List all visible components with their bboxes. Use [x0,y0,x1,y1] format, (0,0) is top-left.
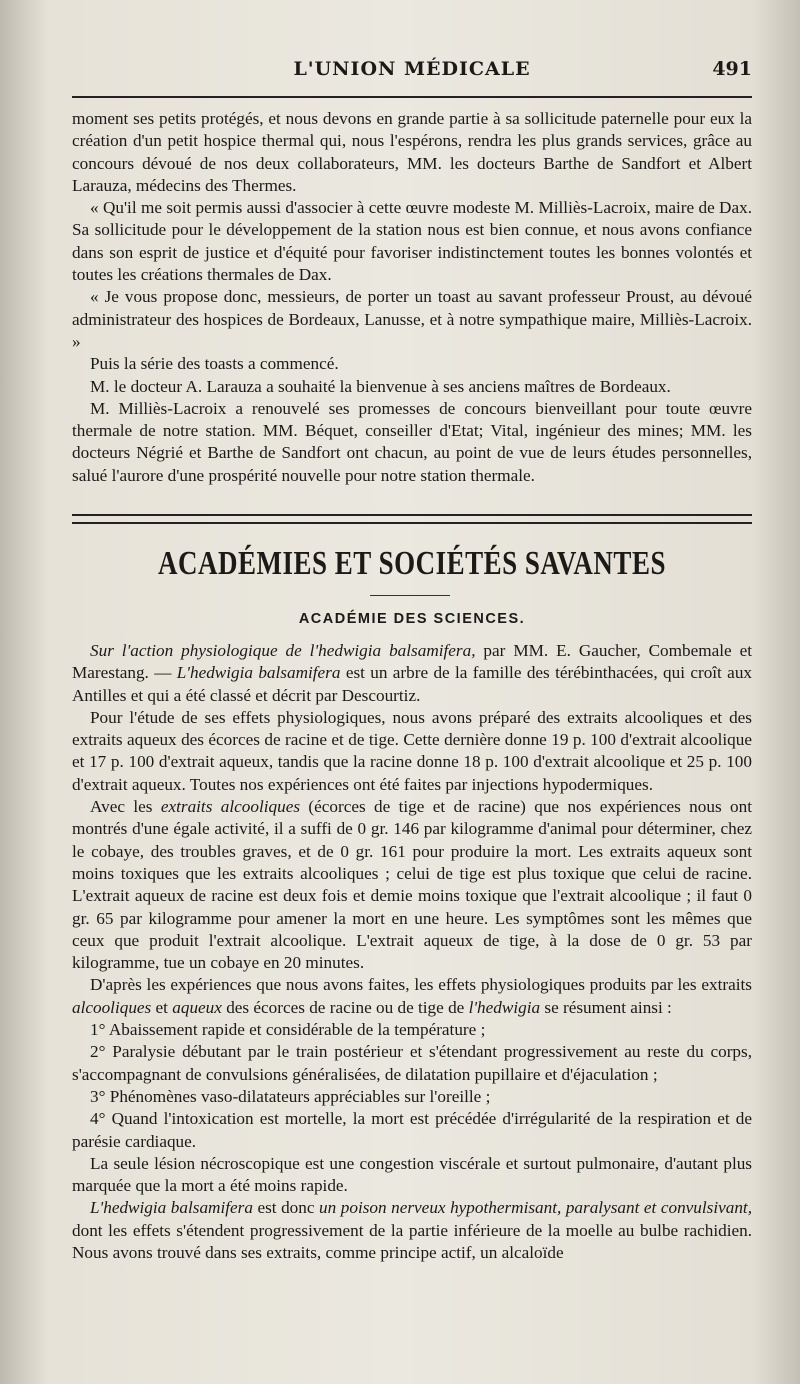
italic-term: l'hedwigia [468,997,541,1017]
paragraph: « Je vous propose donc, messieurs, de porter un toast au savant professeur Proust, au dévoué administrateur des hospices de Bordeaux, Lanusse, et à notre sympathique maire, Milliès-Lacroix. » [72,287,752,351]
paragraph: La seule lésion nécroscopique est une congestion viscérale et surtout pulmonaire, d'autant plus marquée que la mort a été moins rapide. [72,1153,752,1196]
list-item: 3° Phénomènes vaso-dilatateurs appréciables sur l'oreille ; [90,1086,491,1106]
paragraph [72,796,752,974]
text-span: des écorces de racine ou de tige de [221,997,469,1017]
text-span: dont les effets s'étendent progressivement de la partie inférieure de la moelle au bulbe rachidien. Nous avons trouvé dans ses extraits, comme principe actif, un alcaloïde [72,1220,752,1263]
page-number: 491 [712,58,752,80]
italic-term: L'hedwigia balsamifera [90,1198,253,1218]
article-authors: par MM. E. Gaucher, Combemale et Marestang. — [72,641,752,683]
paragraph [72,1197,752,1264]
italic-term: aqueux [172,997,222,1017]
text-span: se résument ainsi : [540,997,672,1017]
paragraph: « Qu'il me soit permis aussi d'associer à cette œuvre modeste M. Milliès-Lacroix, maire de Dax. Sa sollicitude pour le développement de la station nous est bien connue, et nous avons confiance dans son esprit de justice et d'équité pour favoriser indistinctement toutes les bonnes volontés et toutes les créations thermales de Dax. [72,198,752,285]
running-title: L'UNION MÉDICALE [293,58,531,80]
paragraph: M. le docteur A. Larauza a souhaité la bienvenue à ses anciens maîtres de Bordeaux. [90,376,671,396]
paragraph: moment ses petits protégés, et nous devons en grande partie à sa sollicitude paternelle pour eux la création d'un petit hospice thermal qui, nous l'espérons, rendra les plus grands services, grâce au concours dévoué de nos deux collaborateurs, MM. les docteurs Barthe de Sandfort et Albert Larauza, médecins des Thermes. [72,109,752,195]
species-name: L'hedwigia balsamifera [176,663,341,683]
header-rule [72,96,752,98]
text-span: Avec les [90,797,161,817]
list-item: 1° Abaissement rapide et considérable de la température ; [90,1020,486,1040]
article-title: Sur l'action physiologique de l'hedwigia balsamifera, [90,641,476,660]
italic-term: extraits alcooliques [160,797,301,817]
text-span: est donc [252,1198,320,1218]
list-item: 2° Paralysie débutant par le train postérieur et s'étendant progressivement au reste du corps, s'accompagnant de convulsions généralisées, de dilatation pupillaire et d'éjaculation ; [72,1042,752,1084]
italic-term: alcooliques [72,997,152,1017]
italic-term: un poison nerveux hypothermisant, paralysant et convulsivant, [319,1198,753,1218]
text-span: (écorces de tige et de racine) que nos expériences nous ont montrés d'une égale activité, il a suffi de 0 gr. 146 par kilogramme d'animal pour déterminer, chez le cobaye, des troubles graves, et de 0 gr. 161 pour produire la mort. Les extraits aqueux sont moins toxiques que les extraits alcooliques ; celui de tige est plus toxique que celui de racine. L'extrait aqueux de racine est deux fois et demie moins toxique que l'extrait alcoolique ; il faut 0 gr. 65 par kilogramme pour amener la mort en une heure. Les symptômes sont les mêmes que ceux que produit l'extrait alcoolique. L'extrait aqueux de tige, à la dose de 0 gr. 53 par kilogramme, tue un cobaye en 20 minutes. [72,797,752,973]
article-text [72,640,752,1264]
page-header [72,58,752,88]
title-rule [370,595,450,596]
paragraph [72,974,752,1019]
paragraph: Puis la série des toasts a commencé. [90,354,339,374]
paragraph: M. Milliès-Lacroix a renouvelé ses promesses de concours bienveillant pour toute œuvre thermale de notre station. MM. Béquet, conseiller d'Etat; Vital, ingénieur des mines; MM. les docteurs Négrié et Barthe de Sandfort ont chacun, au point de vue de leurs études personnelles, salué l'aurore d'une prospérité nouvelle pour notre station thermale. [72,398,752,485]
text-span: D'après les expériences que nous avons faites, les effets physiologiques produits par les extraits [90,975,752,995]
subsection-title: ACADÉMIE DES SCIENCES. [298,611,526,627]
text-span: est un arbre de la famille des térébinthacées, qui croît aux Antilles et qui a été classé et décrit par Descourtiz. [72,663,753,705]
section-title: ACADÉMIES ET SOCIÉTÉS SAVANTES [158,544,666,582]
article-lead [72,640,752,707]
text-span: et [151,997,173,1017]
paragraph: Pour l'étude de ses effets physiologiques, nous avons préparé des extraits alcooliques et des extraits aqueux des écorces de racine et de tige. Cette dernière donne 19 p. 100 d'extrait alcoolique et 17 p. 100 d'extrait aqueux, tandis que la racine donne 18 p. 100 d'extrait alcoolique et 25 p. 100 d'extrait aqueux. Toutes nos expériences ont été faites par injections hypodermiques. [72,707,752,794]
list-item: 4° Quand l'intoxication est mortelle, la mort est précédée d'irrégularité de la respiration et de parésie cardiaque. [72,1109,752,1151]
section-divider [72,514,752,524]
banquet-report-text [72,108,752,487]
